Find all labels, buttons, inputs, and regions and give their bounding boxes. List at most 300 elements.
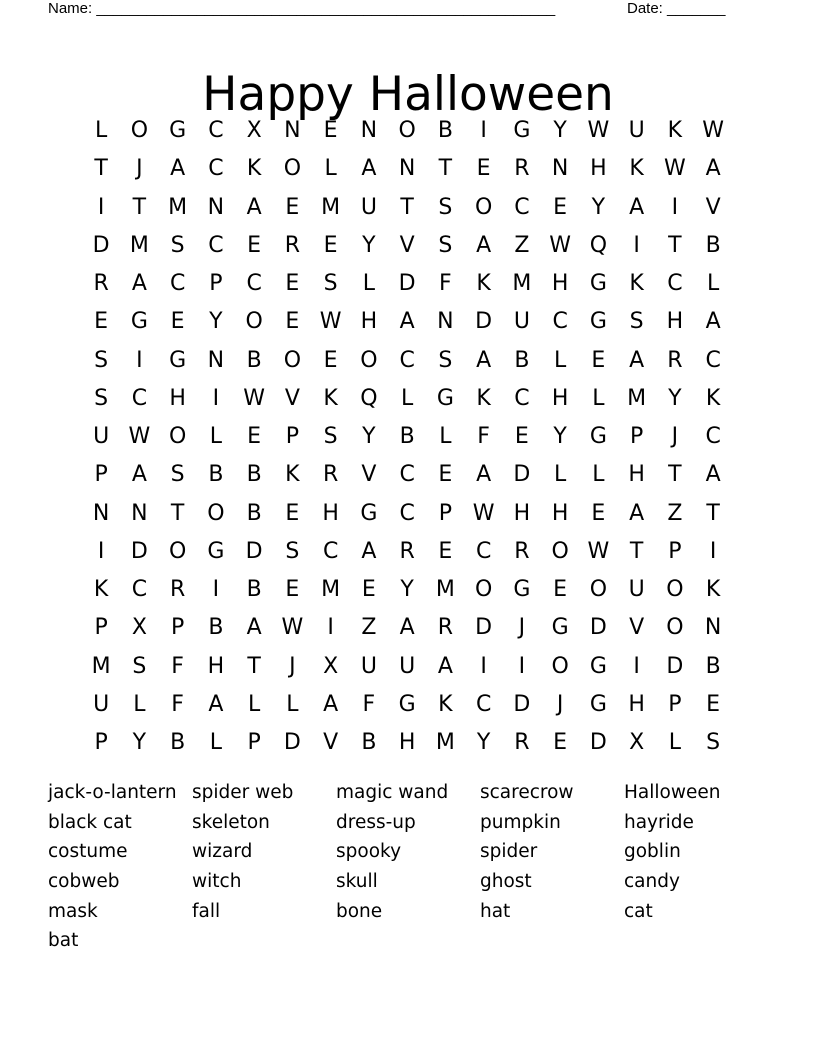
- grid-letter: D: [283, 730, 301, 756]
- grid-letter: E: [553, 730, 568, 756]
- word-item: hayride: [624, 811, 694, 833]
- grid-letter: O: [168, 424, 187, 450]
- grid-letter: O: [474, 194, 493, 220]
- word-item: cobweb: [48, 871, 120, 893]
- grid-letter: D: [513, 462, 531, 488]
- grid-letter: Y: [362, 232, 376, 258]
- word-item: spooky: [336, 841, 402, 863]
- word-item: spider web: [192, 782, 294, 803]
- word-item: costume: [48, 841, 128, 863]
- grid-letter: O: [666, 577, 684, 603]
- grid-letter: L: [553, 347, 567, 373]
- grid-letter: G: [207, 538, 225, 564]
- grid-letter: L: [400, 385, 414, 411]
- grid-letter: Y: [668, 385, 682, 411]
- grid-letter: N: [207, 194, 225, 220]
- grid-letter: A: [476, 347, 492, 373]
- grid-letter: E: [170, 309, 185, 335]
- word-item: pumpkin: [480, 811, 561, 833]
- grid-letter: C: [169, 271, 186, 297]
- grid-letter: G: [130, 309, 148, 335]
- grid-letter: J: [136, 156, 143, 182]
- grid-letter: C: [552, 309, 568, 335]
- grid-letter: R: [284, 232, 301, 258]
- grid-letter: C: [246, 271, 262, 297]
- grid-letter: V: [399, 232, 415, 258]
- grid-letter: B: [208, 462, 224, 488]
- grid-letter: M: [435, 577, 455, 603]
- grid-letter: T: [629, 538, 644, 564]
- grid-letter: G: [513, 118, 531, 144]
- grid-letter: E: [553, 194, 568, 220]
- grid-letter: I: [633, 653, 640, 679]
- grid-letter: B: [399, 424, 415, 450]
- grid-letter: D: [475, 615, 493, 641]
- grid-letter: H: [322, 500, 339, 526]
- grid-letter: G: [436, 385, 454, 411]
- grid-letter: L: [94, 118, 108, 144]
- grid-letter: O: [589, 577, 608, 603]
- word-item: hat: [480, 900, 511, 922]
- grid-letter: C: [514, 385, 530, 411]
- grid-letter: P: [170, 615, 185, 641]
- grid-letter: C: [322, 538, 339, 564]
- grid-letter: L: [286, 691, 299, 717]
- grid-letter: P: [94, 615, 108, 641]
- grid-letter: S: [438, 347, 453, 373]
- grid-letter: Q: [360, 385, 378, 411]
- grid-letter: L: [247, 691, 261, 717]
- grid-letter: N: [207, 347, 225, 373]
- grid-letter: O: [168, 538, 187, 564]
- grid-letter: E: [247, 232, 262, 258]
- grid-letter: K: [705, 385, 721, 411]
- grid-letter: O: [130, 118, 149, 144]
- grid-letter: Y: [476, 730, 491, 756]
- grid-letter: U: [93, 424, 110, 450]
- grid-letter: S: [94, 385, 109, 411]
- grid-letter: V: [629, 615, 645, 641]
- grid-letter: W: [587, 538, 610, 564]
- grid-letter: V: [284, 385, 300, 411]
- grid-letter: I: [671, 194, 679, 220]
- grid-letter: E: [438, 462, 453, 488]
- grid-letter: T: [170, 500, 185, 526]
- grid-letter: X: [629, 730, 645, 756]
- grid-letter: O: [360, 347, 378, 373]
- grid-letter: U: [628, 577, 645, 603]
- grid-letter: X: [323, 653, 339, 679]
- grid-letter: E: [94, 309, 109, 335]
- grid-letter: E: [323, 118, 338, 144]
- grid-letter: E: [285, 500, 300, 526]
- grid-letter: A: [437, 653, 453, 679]
- grid-letter: O: [283, 347, 302, 373]
- grid-letter: L: [439, 424, 452, 450]
- grid-letter: S: [285, 538, 300, 564]
- grid-letter: C: [705, 424, 721, 450]
- grid-letter: K: [93, 577, 109, 603]
- grid-letter: K: [285, 462, 300, 488]
- grid-letter: B: [246, 347, 262, 373]
- grid-letter: R: [514, 156, 530, 182]
- grid-letter: A: [246, 194, 262, 220]
- grid-letter: I: [97, 194, 105, 220]
- grid-letter: V: [361, 462, 377, 488]
- grid-letter: C: [208, 156, 224, 182]
- grid-letter: I: [97, 538, 105, 564]
- grid-letter: N: [131, 500, 148, 526]
- grid-letter: B: [246, 462, 262, 488]
- grid-letter: G: [589, 309, 607, 335]
- grid-letter: T: [706, 500, 720, 526]
- grid-letter: R: [322, 462, 339, 488]
- grid-letter: H: [590, 156, 607, 182]
- grid-letter: W: [128, 424, 151, 450]
- grid-letter: H: [628, 462, 645, 488]
- grid-letter: W: [281, 615, 304, 641]
- grid-letter: K: [476, 385, 491, 411]
- grid-letter: P: [94, 462, 108, 488]
- grid-letter: M: [512, 271, 532, 297]
- grid-letter: Y: [553, 118, 567, 144]
- grid-letter: E: [323, 347, 338, 373]
- grid-letter: H: [398, 730, 416, 756]
- grid-letter: B: [705, 232, 721, 258]
- grid-letter: H: [551, 500, 569, 526]
- grid-letter: G: [589, 424, 607, 450]
- grid-letter: J: [556, 691, 564, 717]
- grid-letter: Y: [553, 424, 567, 450]
- grid-letter: X: [131, 615, 147, 641]
- grid-letter: E: [706, 691, 721, 717]
- grid-letter: Y: [591, 194, 606, 220]
- grid-letter: E: [361, 577, 376, 603]
- grid-letter: M: [627, 385, 647, 411]
- grid-letter: D: [666, 653, 684, 679]
- grid-letter: B: [208, 615, 224, 641]
- grid-letter: M: [168, 194, 188, 220]
- date-line[interactable]: Date: _______: [627, 0, 726, 17]
- grid-letter: C: [475, 691, 492, 717]
- word-item: Halloween: [624, 782, 721, 803]
- grid-letter: L: [133, 691, 146, 717]
- grid-letter: O: [245, 309, 263, 335]
- grid-letter: X: [246, 118, 262, 144]
- grid-letter: O: [398, 118, 416, 144]
- grid-letter: S: [132, 653, 147, 679]
- grid-letter: K: [705, 577, 721, 603]
- grid-letter: J: [289, 653, 296, 679]
- grid-letter: N: [551, 156, 569, 182]
- grid-letter: K: [476, 271, 491, 297]
- grid-letter: C: [514, 194, 530, 220]
- grid-letter: D: [398, 271, 416, 297]
- word-item: cat: [624, 900, 653, 922]
- word-item: jack-o-lantern: [48, 782, 177, 803]
- grid-letter: C: [131, 577, 148, 603]
- grid-letter: B: [361, 730, 377, 756]
- word-item: scarecrow: [480, 782, 574, 803]
- grid-letter: A: [476, 462, 492, 488]
- grid-letter: K: [246, 156, 262, 182]
- grid-letter: B: [246, 577, 262, 603]
- grid-letter: B: [514, 347, 530, 373]
- grid-letter: C: [705, 347, 721, 373]
- grid-letter: P: [438, 500, 453, 526]
- page-title: Happy Halloween: [202, 67, 614, 123]
- grid-letter: P: [209, 271, 223, 297]
- grid-letter: L: [209, 424, 222, 450]
- grid-letter: D: [475, 309, 493, 335]
- grid-letter: A: [705, 462, 721, 488]
- word-item: mask: [48, 900, 98, 922]
- grid-letter: U: [93, 691, 110, 717]
- grid-letter: A: [323, 691, 339, 717]
- grid-letter: U: [360, 653, 377, 679]
- grid-letter: W: [702, 118, 724, 144]
- grid-letter: Z: [514, 232, 530, 258]
- grid-letter: I: [327, 615, 334, 641]
- grid-letter: E: [285, 271, 300, 297]
- grid-letter: R: [93, 271, 109, 297]
- grid-letter: T: [132, 194, 147, 220]
- grid-letter: H: [628, 691, 645, 717]
- grid-letter: Y: [132, 730, 147, 756]
- grid-letter: R: [514, 538, 530, 564]
- grid-letter: T: [668, 462, 682, 488]
- grid-letter: F: [362, 691, 376, 717]
- grid-letter: C: [475, 538, 492, 564]
- grid-letter: S: [706, 730, 721, 756]
- letter-grid: [82, 112, 732, 762]
- grid-letter: G: [398, 691, 416, 717]
- grid-letter: M: [321, 577, 341, 603]
- grid-letter: Q: [589, 232, 608, 258]
- grid-letter: W: [243, 385, 265, 411]
- grid-letter: E: [591, 500, 606, 526]
- grid-letter: C: [208, 232, 224, 258]
- grid-letter: E: [514, 424, 529, 450]
- grid-letter: K: [629, 156, 644, 182]
- grid-letter: I: [633, 232, 640, 258]
- grid-letter: A: [629, 347, 645, 373]
- grid-letter: C: [208, 118, 224, 144]
- grid-letter: S: [170, 462, 185, 488]
- grid-letter: E: [591, 347, 606, 373]
- grid-letter: L: [553, 462, 567, 488]
- grid-letter: O: [283, 156, 302, 182]
- grid-letter: R: [437, 615, 454, 641]
- grid-letter: F: [439, 271, 452, 297]
- grid-letter: E: [323, 232, 338, 258]
- grid-letter: S: [438, 194, 453, 220]
- grid-letter: G: [589, 653, 607, 679]
- grid-letter: I: [212, 577, 220, 603]
- grid-letter: G: [589, 691, 607, 717]
- grid-letter: A: [705, 309, 721, 335]
- grid-letter: S: [323, 271, 338, 297]
- grid-letter: C: [131, 385, 148, 411]
- grid-letter: N: [284, 118, 301, 144]
- grid-letter: Y: [362, 424, 376, 450]
- grid-letter: V: [323, 730, 339, 756]
- grid-letter: W: [549, 232, 571, 258]
- word-item: bone: [336, 900, 383, 922]
- grid-letter: A: [399, 309, 415, 335]
- grid-letter: L: [706, 271, 720, 297]
- word-item: dress-up: [336, 811, 416, 833]
- grid-letter: I: [480, 653, 487, 679]
- grid-letter: V: [705, 194, 721, 220]
- word-item: wizard: [192, 841, 253, 863]
- grid-letter: G: [169, 347, 187, 373]
- name-line[interactable]: Name: _______________________________________________________: [48, 0, 556, 17]
- grid-letter: W: [472, 500, 495, 526]
- grid-letter: C: [399, 347, 415, 373]
- grid-letter: C: [399, 500, 415, 526]
- grid-letter: A: [208, 691, 224, 717]
- grid-letter: D: [589, 730, 607, 756]
- word-item: spider: [480, 841, 538, 863]
- word-item: magic wand: [336, 782, 449, 803]
- grid-letter: U: [513, 309, 530, 335]
- grid-letter: T: [668, 232, 682, 258]
- grid-letter: H: [169, 385, 186, 411]
- grid-letter: E: [438, 538, 453, 564]
- grid-letter: A: [705, 156, 721, 182]
- grid-letter: O: [474, 577, 493, 603]
- grid-letter: Z: [667, 500, 683, 526]
- grid-letter: U: [399, 653, 416, 679]
- grid-letter: S: [94, 347, 109, 373]
- grid-letter: I: [518, 653, 526, 679]
- grid-letter: D: [92, 232, 110, 258]
- grid-letter: O: [551, 538, 569, 564]
- grid-letter: H: [551, 271, 569, 297]
- grid-letter: D: [245, 538, 263, 564]
- word-item: skeleton: [192, 811, 270, 833]
- grid-letter: E: [285, 309, 300, 335]
- grid-letter: S: [629, 309, 644, 335]
- grid-letter: L: [209, 730, 222, 756]
- grid-letter: M: [321, 194, 341, 220]
- grid-letter: U: [360, 194, 377, 220]
- grid-letter: T: [247, 653, 261, 679]
- grid-letter: B: [170, 730, 186, 756]
- grid-letter: L: [324, 156, 337, 182]
- grid-letter: M: [435, 730, 455, 756]
- grid-letter: K: [323, 385, 338, 411]
- grid-letter: E: [247, 424, 262, 450]
- grid-letter: L: [668, 730, 681, 756]
- grid-letter: S: [438, 232, 453, 258]
- grid-letter: Y: [400, 577, 414, 603]
- grid-letter: O: [551, 653, 569, 679]
- grid-letter: L: [592, 462, 605, 488]
- grid-letter: A: [131, 462, 147, 488]
- grid-letter: G: [360, 500, 378, 526]
- grid-letter: L: [362, 271, 375, 297]
- grid-letter: A: [399, 615, 415, 641]
- grid-letter: A: [476, 232, 492, 258]
- grid-letter: Z: [361, 615, 377, 641]
- grid-letter: N: [92, 500, 110, 526]
- grid-letter: D: [130, 538, 148, 564]
- grid-letter: E: [553, 577, 568, 603]
- grid-letter: A: [170, 156, 186, 182]
- grid-letter: J: [518, 615, 526, 641]
- grid-letter: O: [666, 615, 684, 641]
- grid-letter: F: [477, 424, 490, 450]
- grid-letter: D: [589, 615, 607, 641]
- grid-letter: N: [360, 118, 378, 144]
- grid-letter: K: [438, 691, 453, 717]
- grid-letter: W: [663, 156, 686, 182]
- word-item: skull: [336, 871, 378, 893]
- grid-letter: Y: [209, 309, 223, 335]
- grid-letter: H: [551, 385, 569, 411]
- grid-letter: H: [207, 653, 225, 679]
- grid-letter: C: [667, 271, 683, 297]
- grid-letter: A: [629, 194, 645, 220]
- word-item: black cat: [48, 811, 132, 833]
- grid-letter: F: [171, 653, 184, 679]
- grid-letter: H: [513, 500, 531, 526]
- word-item: goblin: [624, 841, 681, 863]
- grid-letter: R: [399, 538, 415, 564]
- grid-letter: F: [171, 691, 184, 717]
- grid-letter: R: [667, 347, 683, 373]
- grid-letter: P: [285, 424, 300, 450]
- grid-letter: D: [513, 691, 531, 717]
- grid-letter: P: [247, 730, 261, 756]
- grid-letter: A: [629, 500, 645, 526]
- grid-letter: B: [437, 118, 453, 144]
- grid-letter: P: [668, 538, 682, 564]
- grid-letter: R: [169, 577, 186, 603]
- grid-letter: E: [285, 577, 300, 603]
- grid-letter: B: [246, 500, 262, 526]
- word-item: witch: [192, 871, 242, 893]
- word-item: bat: [48, 930, 79, 952]
- grid-letter: N: [437, 309, 454, 335]
- word-item: ghost: [480, 871, 532, 893]
- grid-letter: P: [668, 691, 682, 717]
- grid-letter: P: [94, 730, 108, 756]
- grid-letter: M: [129, 232, 149, 258]
- word-item: fall: [192, 900, 221, 922]
- grid-letter: A: [361, 538, 377, 564]
- word-item: candy: [624, 871, 680, 893]
- grid-letter: C: [399, 462, 415, 488]
- grid-letter: W: [319, 309, 342, 335]
- grid-letter: T: [438, 156, 453, 182]
- grid-letter: G: [589, 271, 607, 297]
- grid-letter: N: [704, 615, 722, 641]
- grid-letter: T: [400, 194, 414, 220]
- grid-letter: H: [666, 309, 684, 335]
- header: [48, 0, 748, 20]
- grid-letter: T: [94, 156, 108, 182]
- grid-letter: W: [587, 118, 610, 144]
- grid-letter: G: [551, 615, 569, 641]
- grid-letter: A: [246, 615, 262, 641]
- grid-letter: G: [513, 577, 531, 603]
- grid-letter: J: [671, 424, 679, 450]
- grid-letter: B: [705, 653, 721, 679]
- grid-letter: A: [361, 156, 377, 182]
